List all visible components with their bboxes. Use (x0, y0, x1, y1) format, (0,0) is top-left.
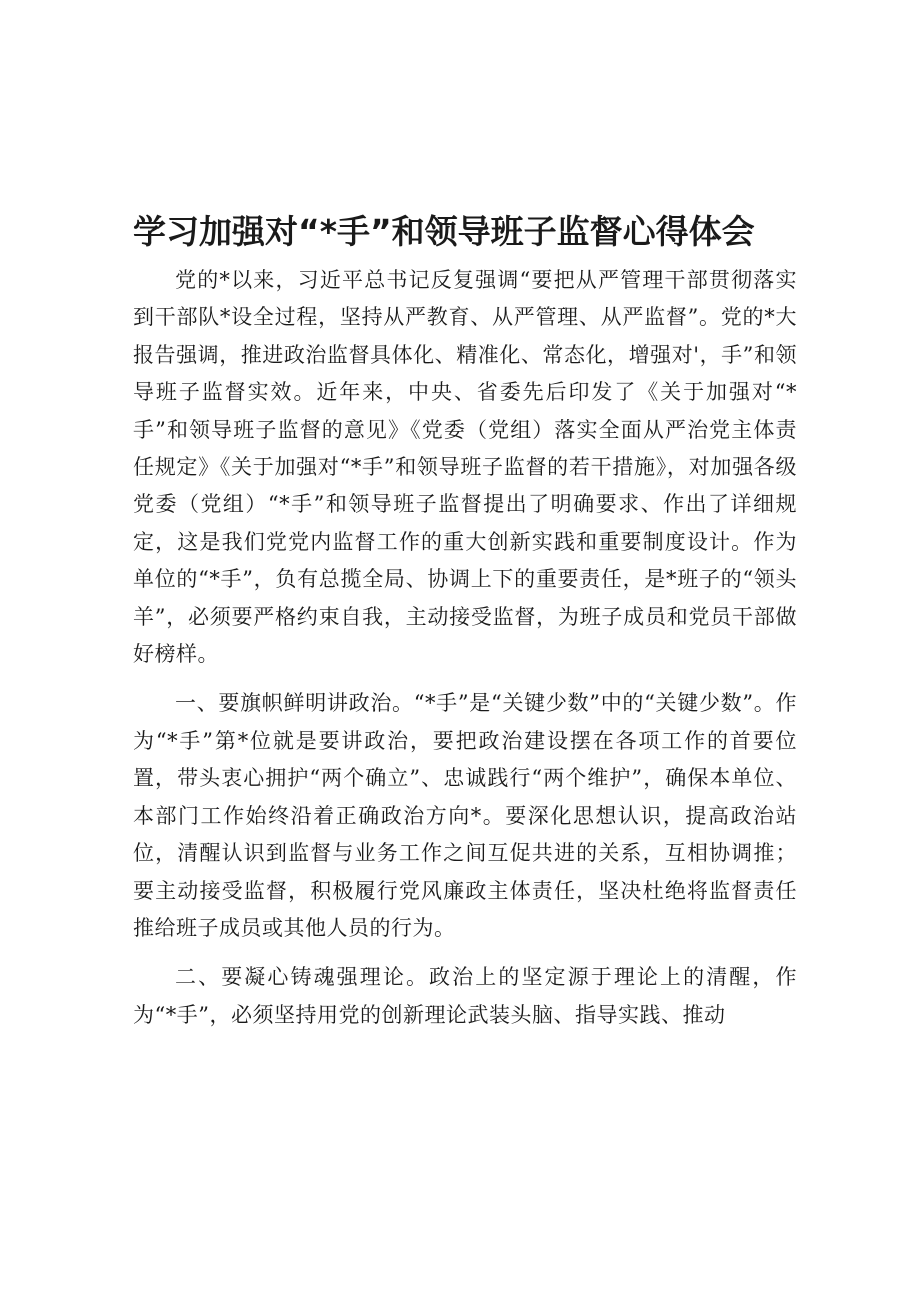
paragraph-section-one: 一、要旗帜鲜明讲政治。“*手”是“关键少数”中的“关键少数”。作为“*手”第*位就是要讲政治，要把政治建设摆在各项工作的首要位置，带头衷心拥护“两个确立”、忠诚践行“两个维护”，确保本单位、本部门工作始终沿着正确政治方向*。要深化思想认识，提高政治站位，清醒认识到监督与业务工作之间互促共进的关系，互相协调推；要主动接受监督，积极履行党风廉政主体责任，坚决杜绝将监督责任推给班子成员或其他人员的行为。 (133, 691, 797, 940)
document-title: 学习加强对“*手”和领导班子监督心得体会 (133, 212, 755, 251)
document-body (133, 262, 797, 1034)
paragraph-intro: 党的*以来，习近平总书记反复强调“要把从严管理干部贯彻落实到干部队*设全过程，坚持从严教育、从严管理、从严监督”。党的*大报告强调，推进政治监督具体化、精准化、常态化，增强对'，手”和领导班子监督实效。近年来，中央、省委先后印发了《关于加强对“*手”和领导班子监督的意见》《党委（党组）落实全面从严治党主体责任规定》《关于加强对“*手”和领导班子监督的若干措施》，对加强各级党委（党组）“*手”和领导班子监督提出了明确要求、作出了详细规定，这是我们党党内监督工作的重大创新实践和重要制度设计。作为单位的“*手”，负有总揽全局、协调上下的重要责任，是*班子的“领头羊”，必须要严格约束自我，主动接受监督，为班子成员和党员干部做好榜样。 (133, 268, 797, 667)
paragraph-section-two: 二、要凝心铸魂强理论。政治上的坚定源于理论上的清醒，作为“*手”，必须坚持用党的创新理论武装头脑、指导实践、推动 (133, 965, 797, 1027)
